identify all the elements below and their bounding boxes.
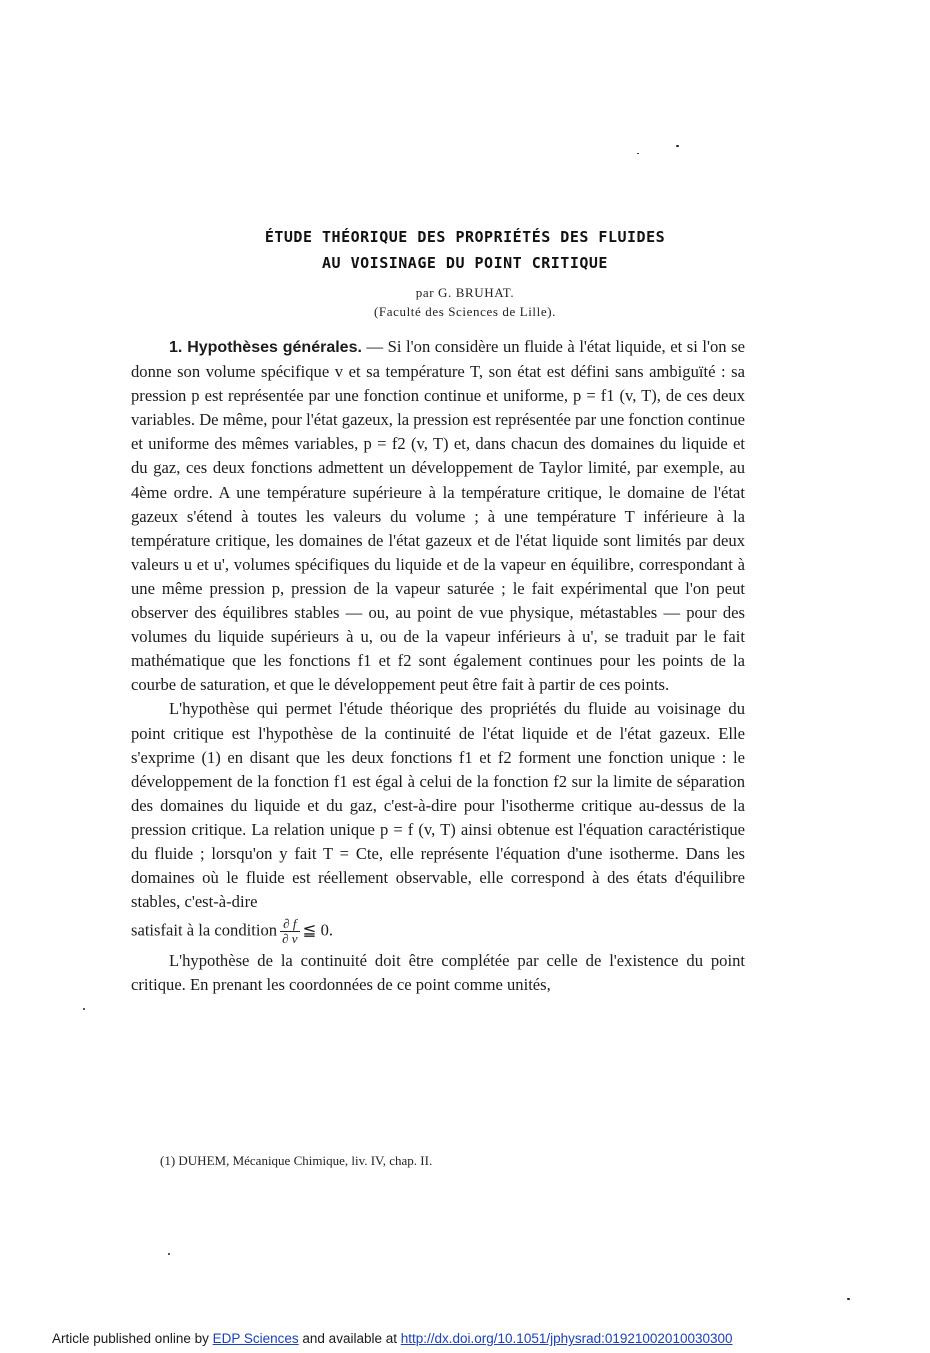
partial-derivative-fraction <box>280 917 299 946</box>
paragraph-2 <box>131 697 745 914</box>
fraction-denominator: ∂ v <box>282 931 298 947</box>
article-author: par G. BRUHAT. <box>415 285 515 300</box>
publication-footer <box>52 1331 733 1346</box>
paragraph-1-text: — Si l'on considère un fluide à l'état liquide, et si l'on se donne son volume spécifique v et sa température T, son état est défini sans ambiguïté : sa pression p est représentée par une fonction continue et uniforme, p = f1 (v, T), de ces deux variables. De même, pour l'état gazeux, la pression est représentée par une fonction continue et uniforme des mêmes variables, p = f2 (v, T) et, dans chacun des domaines du liquide et du gaz, ces deux fonctions admettent un développement de Taylor limité, par exemple, au 4ème ordre. A une température supérieure à la température critique, le domaine de l'état gazeux s'étend à toutes les valeurs du volume ; à une température T inférieure à la température critique, les domaines de l'état gazeux et de l'état liquide sont limités par deux valeurs u et u', volumes spécifiques du liquide et de la vapeur en équilibre, correspondant à une même pression p, pression de la vapeur saturée ; le fait expérimental que l'on peut observer des équilibres stables — ou, au point de vue physique, métastables — pour des volumes du liquide supérieurs à u, ou de la vapeur inférieurs à u', se traduit par le fait mathématique que les fonctions f1 et f2 sont également continues pour les points de la courbe de saturation, et que le développement peut être fait à partir de ces points. <box>131 337 745 695</box>
scan-speck <box>637 153 639 154</box>
paragraph-3-text: L'hypothèse de la continuité doit être complétée par celle de l'existence du point critique. En prenant les coordonnées de ce point comme unités, <box>131 951 745 995</box>
fraction-numerator: ∂ f <box>280 917 299 932</box>
paragraph-1 <box>131 335 745 697</box>
paragraph-2-text: L'hypothèse qui permet l'étude théorique des propriétés du fluide au voisinage du point critique est l'hypothèse de la continuité de l'état liquide et de l'état gazeux. Elle s'exprime (1) en disant que les deux fonctions f1 et f2 forment une fonction unique : le développement de la fonction f1 est égal à celui de la fonction f2 sur la limite de séparation des domaines du liquide et du gaz, c'est-à-dire pour l'isotherme critique au-dessus de la pression critique. La relation unique p = f (v, T) ainsi obtenue est l'équation caractéristique du fluide ; lorsqu'on y fait T = Cte, elle représente l'équation d'une isotherme. Dans les domaines où le fluide est réellement observable, elle correspond à des états d'équilibre stables, c'est-à-dire <box>131 699 745 912</box>
scan-speck <box>847 1298 850 1300</box>
doi-link[interactable]: http://dx.doi.org/10.1051/jphysrad:01921002010030300 <box>400 1331 733 1346</box>
scan-speck <box>676 145 679 147</box>
footer-middle: and available at <box>298 1331 401 1346</box>
scan-speck <box>168 1253 170 1255</box>
paragraph-2-ending <box>131 917 745 946</box>
article-title-line-2: AU VOISINAGE DU POINT CRITIQUE <box>322 254 608 272</box>
article-body <box>131 335 745 997</box>
paragraph-3 <box>131 949 745 997</box>
article-title-line-1: ÉTUDE THÉORIQUE DES PROPRIÉTÉS DES FLUIDES <box>264 228 666 246</box>
section-heading: 1. Hypothèses générales. <box>169 339 362 356</box>
scan-speck <box>83 1008 85 1010</box>
article-affiliation: (Faculté des Sciences de Lille). <box>374 304 556 319</box>
condition-prefix: satisfait à la condition <box>131 920 278 940</box>
condition-suffix: ≦ 0. <box>302 920 334 940</box>
footnote: (1) DUHEM, Mécanique Chimique, liv. IV, chap. II. <box>160 1153 433 1168</box>
footer-prefix: Article published online by <box>52 1331 213 1346</box>
publisher-link[interactable]: EDP Sciences <box>212 1331 299 1346</box>
